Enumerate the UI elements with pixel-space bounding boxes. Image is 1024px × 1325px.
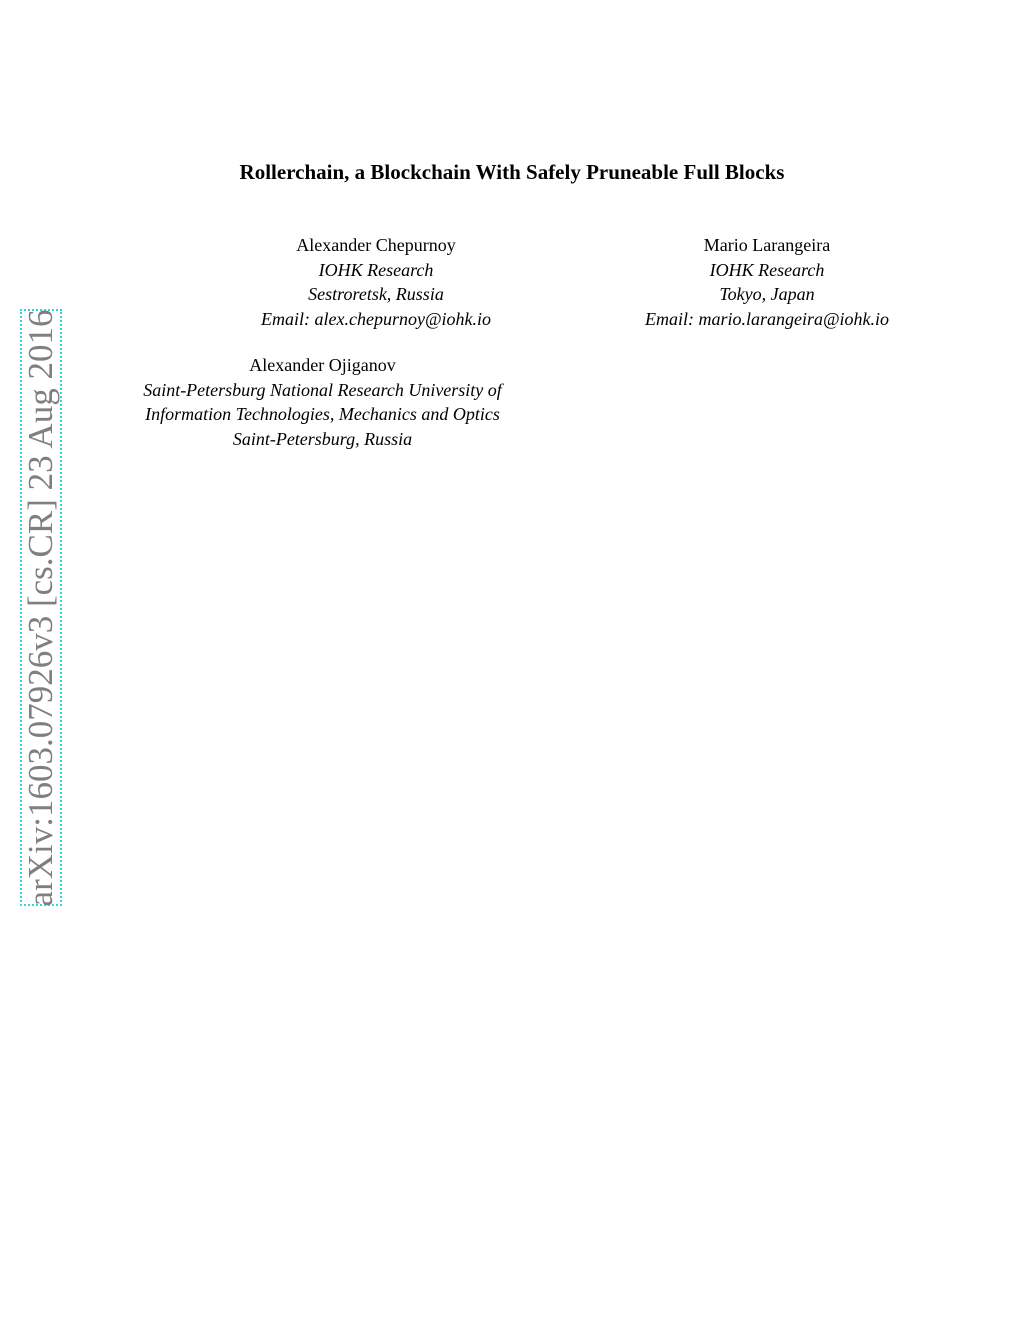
author-affiliation: IOHK Research <box>318 259 434 280</box>
author-location: Tokyo, Japan <box>719 284 815 304</box>
author-location: Sestroretsk, Russia <box>308 284 444 304</box>
author-email: Email: alex.chepurnoy@iohk.io <box>261 308 491 329</box>
author-affiliation: Information Technologies, Mechanics and Optics <box>145 404 500 424</box>
arxiv-stamp <box>20 309 62 906</box>
author-name: Mario Larangeira <box>703 235 831 255</box>
author-location: Saint-Petersburg, Russia <box>232 428 413 449</box>
author-block <box>617 233 917 331</box>
author-block <box>100 353 545 451</box>
author-affiliation: Saint-Petersburg National Research University of <box>143 379 502 400</box>
author-name: Alexander Ojiganov <box>249 355 396 375</box>
author-email: Email: mario.larangeira@iohk.io <box>644 308 890 329</box>
paper-title: Rollerchain, a Blockchain With Safely Pruneable Full Blocks <box>239 160 785 184</box>
author-name: Alexander Chepurnoy <box>296 235 456 255</box>
author-block <box>226 233 526 331</box>
arxiv-identifier: arXiv:1603.07926v3 [cs.CR] 23 Aug 2016 <box>21 309 60 906</box>
author-affiliation: IOHK Research <box>709 259 825 280</box>
